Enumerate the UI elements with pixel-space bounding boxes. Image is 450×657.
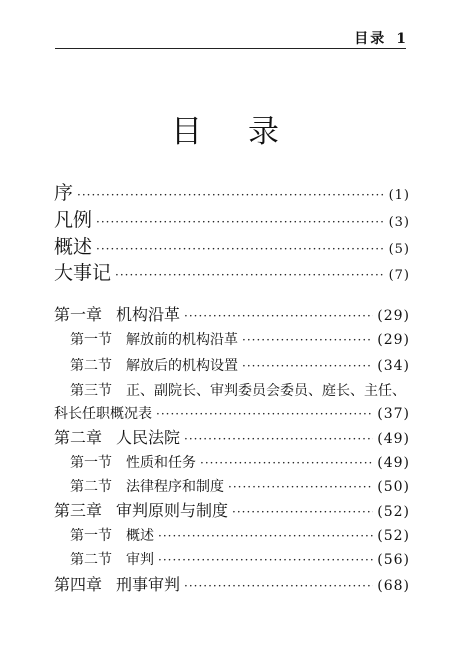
dot-leader (156, 407, 373, 421)
toc-entry-ch1-section-2[interactable] (70, 355, 410, 375)
toc-entry-page: (5) (388, 242, 410, 257)
toc-entry-section: 第二章 (54, 428, 103, 447)
dot-leader (115, 268, 385, 282)
toc-entry-page: (1) (388, 188, 410, 203)
toc-entry-page: (7) (388, 268, 410, 283)
dot-leader (158, 553, 373, 567)
toc-entry-label: 法律程序和制度 (126, 479, 224, 495)
toc-entry-page: (29) (377, 332, 410, 348)
toc-entry-label: 人民法院 (116, 428, 181, 447)
toc-entry-page: (49) (377, 431, 410, 447)
toc-entry-section: 第二节 (70, 479, 112, 495)
toc-entry-page: (50) (377, 479, 410, 495)
header-title: 目录 (354, 31, 387, 47)
toc-entry-label: 性质和任务 (126, 455, 196, 471)
toc-entry-label: 审判 (126, 552, 154, 568)
toc-entry-label: 正、副院长、审判委员会委员、庭长、主任、 (126, 383, 406, 399)
toc-entry-label: 序 (54, 182, 74, 204)
toc-entry-label: 解放后的机构设置 (126, 358, 238, 374)
dot-leader (77, 188, 385, 202)
toc-entry-page: (56) (377, 552, 410, 568)
dot-leader (242, 359, 373, 373)
toc-entry-ch1-section-3-cont[interactable] (54, 403, 410, 423)
toc-entry-label: 科长任职概况表 (54, 406, 152, 422)
dot-leader (184, 432, 373, 446)
toc-entry-section: 第三节 (70, 383, 112, 399)
toc-entry-ch2-section-2[interactable] (70, 476, 410, 496)
toc-entry-chapter-2[interactable] (54, 425, 410, 448)
toc-entry-gaishu[interactable] (54, 232, 410, 259)
toc-entry-label: 凡例 (54, 209, 93, 231)
dot-leader (96, 242, 385, 256)
toc-entry-ch3-section-1[interactable] (70, 525, 410, 545)
toc-entry-section: 第一节 (70, 528, 112, 544)
toc-entry-ch3-section-2[interactable] (70, 549, 410, 569)
dot-leader (158, 529, 373, 543)
toc-entry-label: 概述 (126, 528, 154, 544)
dot-leader (200, 456, 373, 470)
toc-entry-page: (68) (377, 578, 410, 594)
toc-entry-chapter-4[interactable] (54, 572, 410, 595)
toc-entry-label: 审判原则与制度 (116, 501, 229, 520)
dot-leader (242, 333, 373, 347)
toc-entry-page: (34) (377, 358, 410, 374)
toc-entry-page: (52) (377, 504, 410, 520)
page-title-char-1: 目 (171, 114, 202, 150)
toc-entry-page: (37) (377, 406, 410, 422)
toc-entry-ch1-section-3[interactable] (70, 380, 410, 400)
toc-entry-ch1-section-1[interactable] (70, 329, 410, 349)
toc-entry-label: 概述 (54, 236, 93, 258)
page-title-char-2: 录 (248, 114, 279, 150)
toc-entry-fanli[interactable] (54, 205, 410, 232)
dot-leader (184, 309, 373, 323)
toc-entry-page: (29) (377, 308, 410, 324)
toc-entry-label: 解放前的机构沿革 (126, 332, 238, 348)
toc-entry-section: 第一节 (70, 455, 112, 471)
toc-entry-label: 大事记 (54, 262, 112, 284)
toc-entry-xu[interactable] (54, 178, 410, 205)
toc-entry-ch2-section-1[interactable] (70, 452, 410, 472)
dot-leader (232, 505, 373, 519)
toc-entry-chapter-3[interactable] (54, 498, 410, 521)
toc-entry-section: 第四章 (54, 575, 103, 594)
toc-entry-chapter-1[interactable] (54, 302, 410, 325)
toc-entry-section: 第二节 (70, 552, 112, 568)
toc-entry-section: 第三章 (54, 501, 103, 520)
header-page-number: 1 (396, 31, 406, 47)
toc-entry-page: (49) (377, 455, 410, 471)
toc-entry-dashiji[interactable] (54, 258, 410, 285)
toc-entry-section: 第一章 (54, 305, 103, 324)
toc-entry-label: 机构沿革 (116, 305, 181, 324)
dot-leader (184, 579, 373, 593)
dot-leader (228, 480, 373, 494)
toc-entry-label: 刑事审判 (116, 575, 181, 594)
toc-entry-section: 第二节 (70, 358, 112, 374)
toc-entry-page: (3) (388, 215, 410, 230)
toc-entry-section: 第一节 (70, 332, 112, 348)
dot-leader (96, 215, 385, 229)
toc-entry-page: (52) (377, 528, 410, 544)
